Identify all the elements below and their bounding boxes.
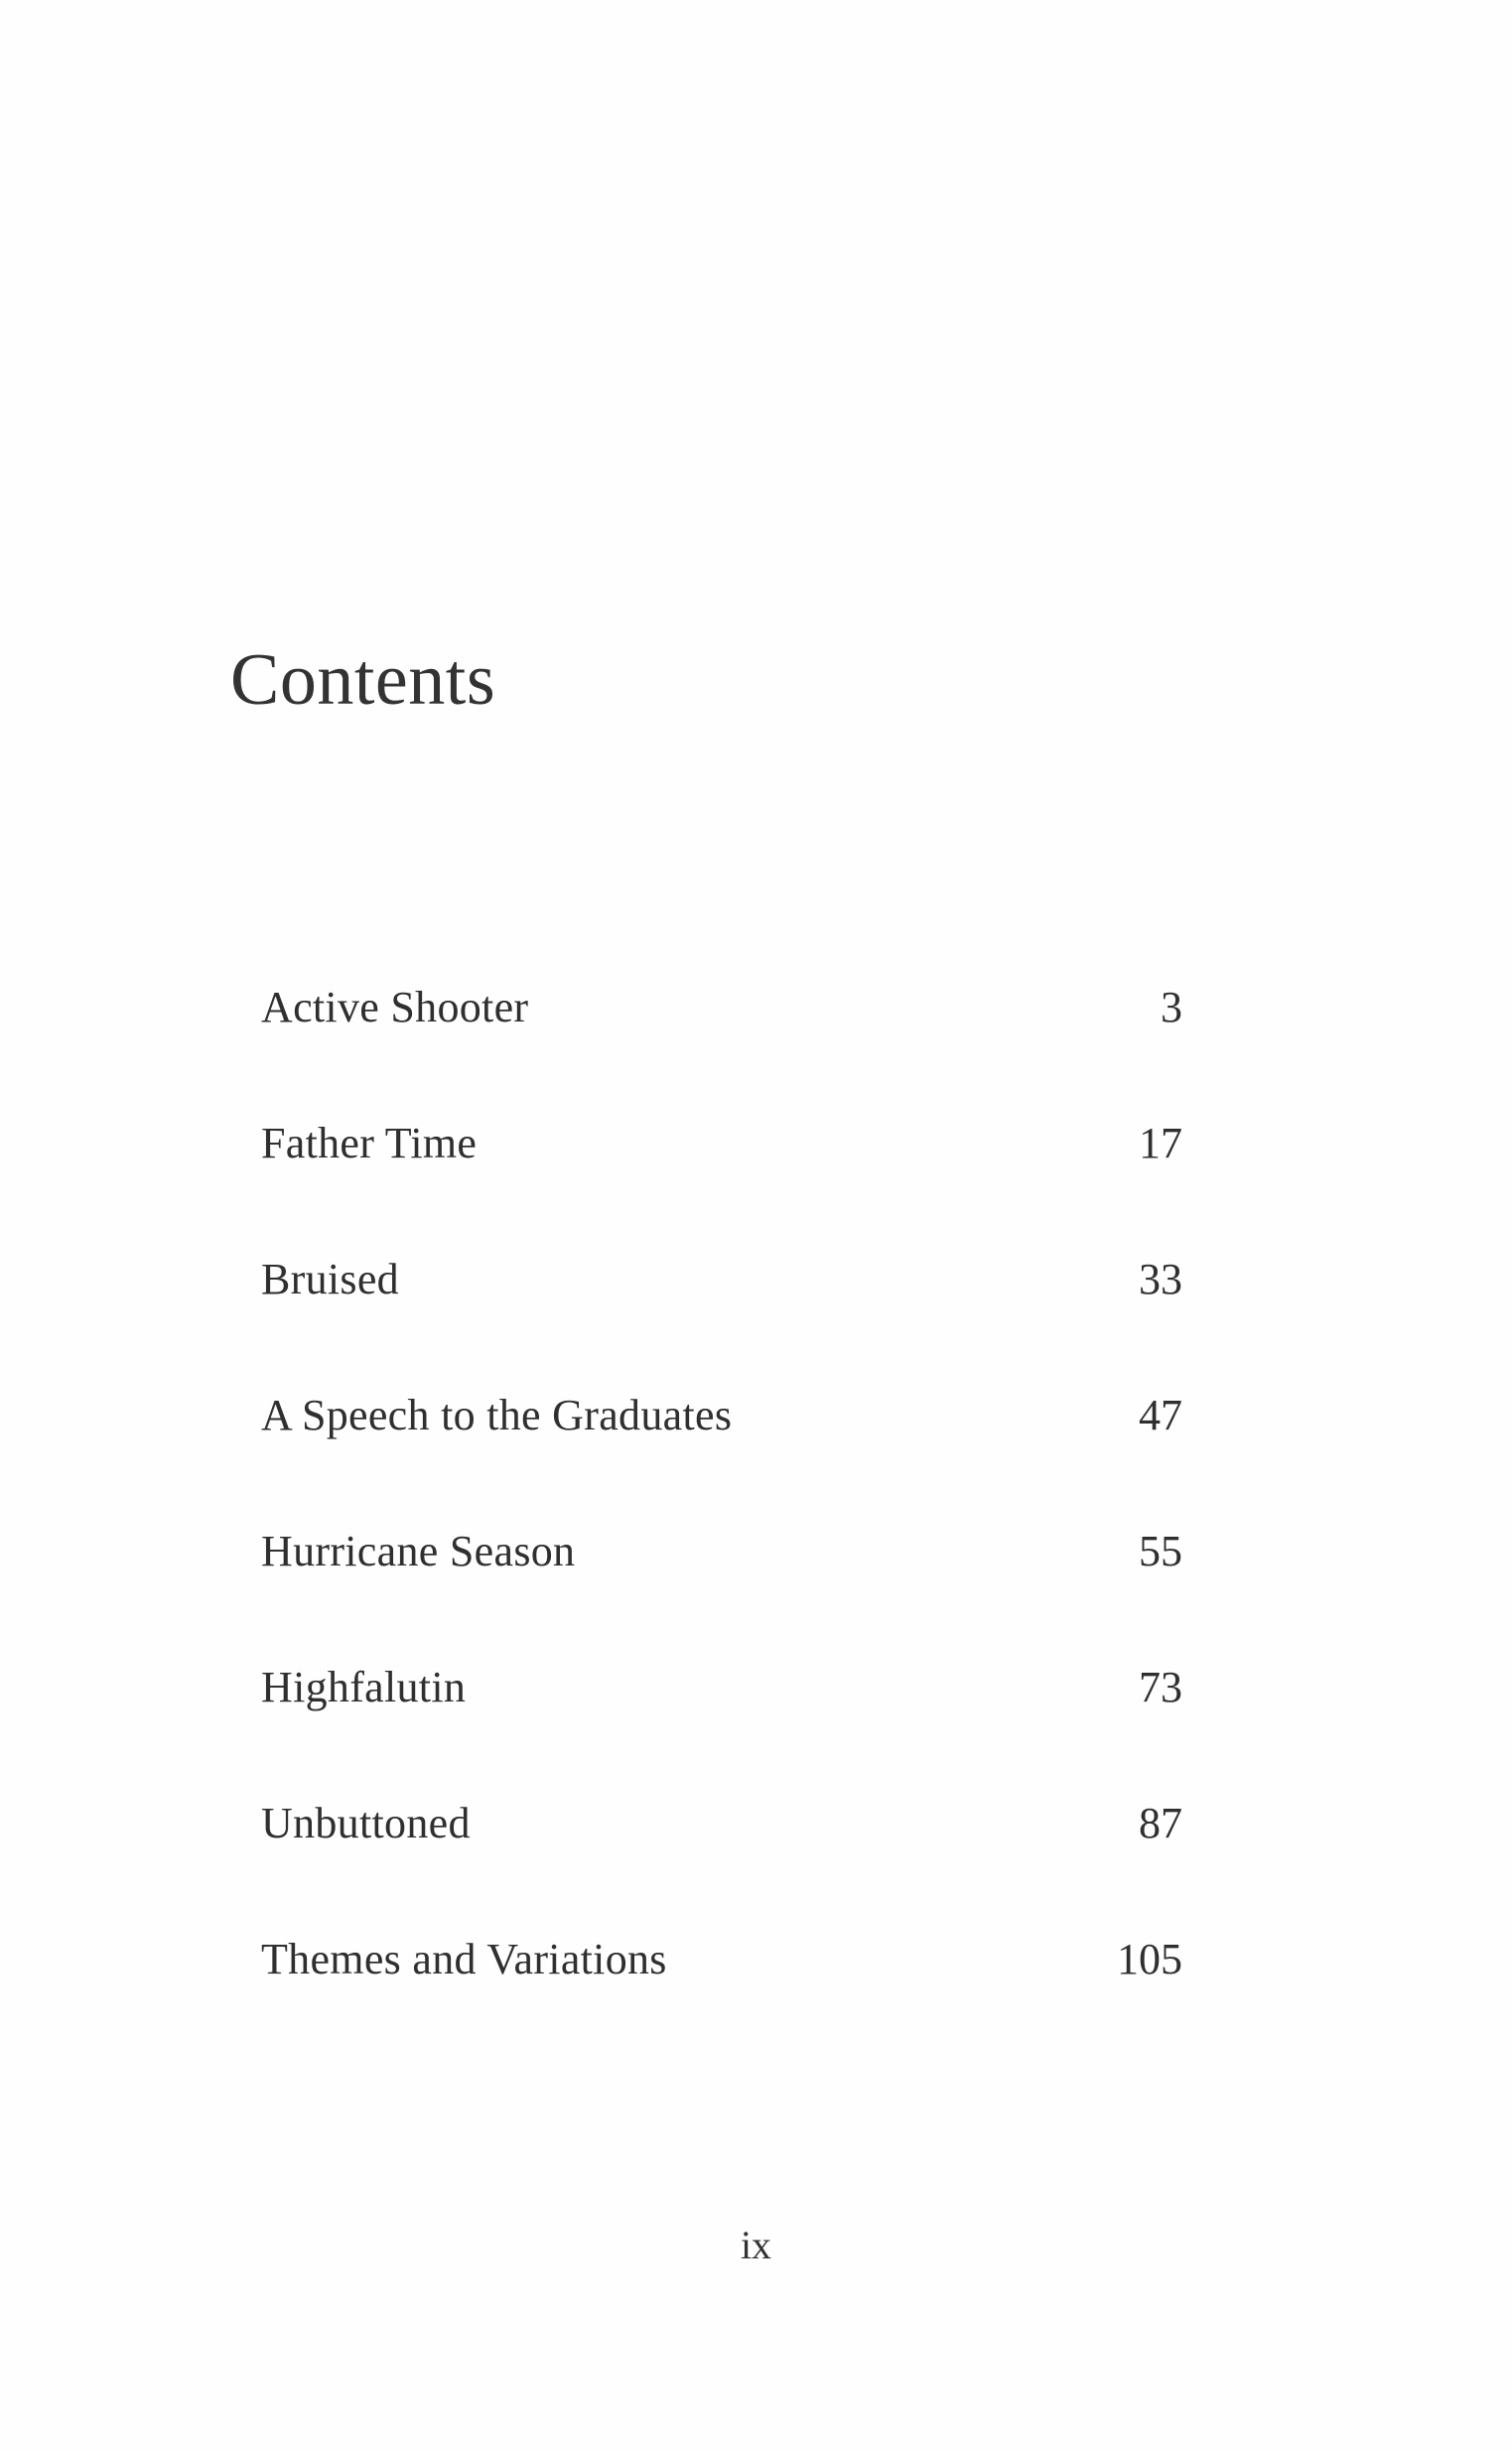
toc-entry-title: Highfalutin [261, 1663, 467, 1711]
toc-entry-page: 87 [1139, 1799, 1182, 1847]
toc-entry-page: 105 [1117, 1935, 1182, 1983]
toc-entry-title: Unbuttoned [261, 1799, 471, 1847]
toc-entry [261, 1930, 1182, 2066]
page-number: ix [740, 2223, 772, 2267]
toc-entry-page: 17 [1139, 1119, 1182, 1167]
table-of-contents [261, 978, 1182, 2066]
toc-entry-page: 47 [1139, 1391, 1182, 1439]
toc-entry [261, 1386, 1182, 1522]
contents-heading: Contents [230, 639, 496, 721]
toc-entry-title: A Speech to the Graduates [261, 1391, 733, 1439]
toc-entry [261, 1794, 1182, 1930]
toc-entry [261, 1658, 1182, 1794]
toc-entry-title: Themes and Variations [261, 1935, 667, 1983]
toc-entry-page: 73 [1139, 1663, 1182, 1711]
toc-entry-page: 55 [1139, 1527, 1182, 1575]
toc-entry-page: 33 [1139, 1255, 1182, 1303]
toc-entry-page: 3 [1161, 983, 1182, 1031]
toc-entry-title: Father Time [261, 1119, 478, 1167]
toc-entry [261, 1114, 1182, 1250]
toc-entry [261, 1250, 1182, 1386]
toc-entry-title: Hurricane Season [261, 1527, 576, 1575]
toc-entry [261, 978, 1182, 1114]
toc-entry [261, 1522, 1182, 1658]
toc-entry-title: Active Shooter [261, 983, 529, 1031]
toc-entry-title: Bruised [261, 1255, 399, 1303]
